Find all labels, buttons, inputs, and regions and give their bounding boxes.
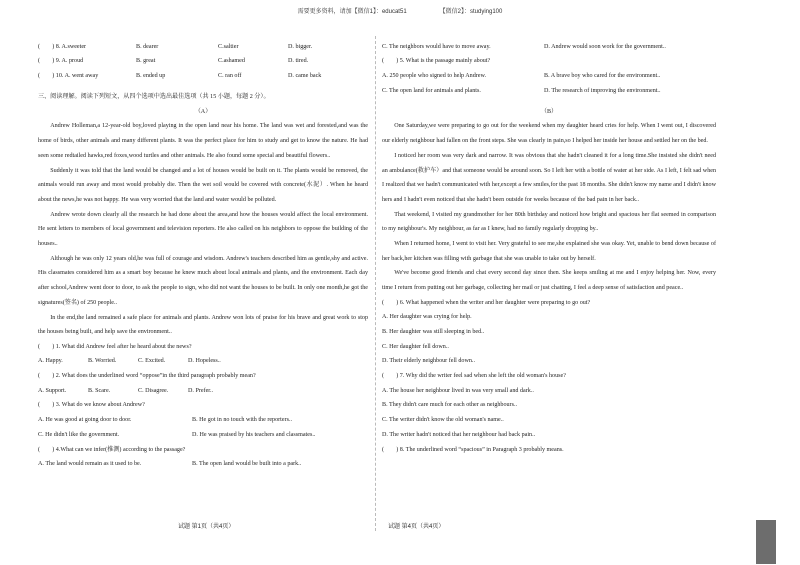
page-footer-right: 试题 第4页（共4页）	[388, 524, 445, 530]
option-b: B. great	[136, 58, 156, 65]
question: ( ) 1. What did Andrew feel after he heard about the news?	[38, 343, 192, 350]
answer-option: C. Her daughter fell down..	[382, 343, 449, 350]
page-header: 需要更多资料，请加【微信1】：educat51 【微信2】：studying100	[297, 9, 503, 15]
answer-options	[38, 413, 368, 428]
answer-options	[38, 428, 368, 443]
paragraph: Suddenly it was told that the land would be changed and a lot of houses would be built on it. The plants would be removed, the animals would run away and most would probably die. Then the wet soil would be covered with concrete(水泥）. When he heard about the news,he was not happy. He was very worried that the land and water would be polluted.	[38, 167, 368, 203]
option-b: B. dearer	[136, 43, 159, 50]
question: ( ) 7. Why did the writer feel sad when she left the old woman's house?	[382, 373, 566, 380]
answer-option: B. Scare.	[88, 387, 111, 394]
answer-option: A. He was good at going door to door.	[38, 417, 132, 424]
answer-option: B. Her daughter was still sleeping in bed..	[382, 329, 485, 335]
answer-option: A. 250 people who signed to help Andrew.	[382, 73, 487, 80]
answer-option: C. The neighbors would have to move away.	[382, 43, 491, 50]
paragraph: I noticed her room was very dark and narrow. It was obvious that she hadn't cleaned it for a long time.She insisted she didn't need an ambulance(救护车）and that someone would be around soon. So I left her with a bottle of water at her side. As I left, I felt sad when I realized that we hadn't communicated with her,except a few smiles,for the past 18 months. She didn't know my name and I didn't know hers and I hadn't even noticed that she hadn't been outside for weeks because of the bad pain in her back..	[382, 152, 716, 203]
option-c: C.saltier	[218, 43, 239, 50]
paragraph: When I returned home, I went to visit her. Very grateful to see me,she explained she was okay. Yet, unable to bend down because of her back,her kitchen was filling with garbage that she was unable to take out by herself.	[382, 241, 716, 262]
answer-option: C. The open land for animals and plants.	[382, 87, 481, 94]
answer-option: D. He was praised by his teachers and classmates..	[192, 431, 316, 438]
option-d: D. tired.	[288, 58, 309, 65]
paragraph: One Saturday,we were preparing to go out for the weekend when my daughter heard cries for help. When I went out, I discovered our elderly neighbour had fallen on the front steps. She was clearly in pain,so I helped her inside her house and settled her on the bed.	[382, 123, 716, 145]
answer-option: C. The writer didn't know the old woman's name..	[382, 417, 504, 424]
answer-option: B. Worried.	[88, 358, 117, 365]
answer-options	[38, 355, 368, 370]
left-column	[38, 40, 368, 472]
answer-option: D. Their elderly neighbour fell down..	[382, 358, 475, 365]
answer-options	[38, 457, 368, 472]
option-num: ( ) 10. A. went away	[38, 73, 99, 80]
question: ( ) 2. What does the underlined word “oppose”in the third paragraph probably mean?	[38, 373, 256, 380]
question: ( ) 6. What happened when the writer and her daughter were preparing to go out?	[382, 299, 591, 306]
passage-label: （B）	[540, 108, 558, 115]
passage-label: （A）	[194, 108, 212, 115]
answer-option: C. Excited.	[138, 358, 166, 365]
answer-option: A. Support.	[38, 387, 67, 394]
question: ( ) 4.What can we infer(推测) according to the passage?	[38, 446, 186, 453]
answer-option: B. The open land would be built into a park..	[192, 461, 302, 468]
paragraph: Andrew wrote down clearly all the research he had done about the area,and how the houses would affect the local environment. He sent letters to members of local government and television reporters. He also called on his neighbors to oppose the building of the houses..	[38, 211, 368, 248]
answer-option: A. Happy.	[38, 358, 63, 365]
answer-options	[38, 384, 368, 399]
question: ( ) 5. What is the passage mainly about?	[382, 58, 491, 65]
answer-option: B. They didn't care much for each other as neighbours..	[382, 402, 518, 409]
paragraph: In the end,the land remained a safe place for animals and plants. Andrew won lots of praise for his brave and great work to stop the houses being built, and help save the environment..	[38, 314, 368, 336]
question: ( ) 3. What do we know about Andrew?	[38, 402, 145, 409]
option-d: D. came back	[288, 73, 322, 80]
scrollbar-thumb[interactable]	[756, 520, 776, 564]
answer-option: D. The research of improving the environment..	[544, 87, 661, 94]
answer-option: C. He didn't like the government.	[38, 431, 120, 438]
question: ( ) 8. The underlined word “spacious” in Paragraph 3 probably means.	[382, 446, 564, 453]
option-b: B. ended up	[136, 73, 166, 80]
page-footer-left: 试题 第1页（共4页）	[178, 524, 235, 530]
option-row	[38, 40, 368, 55]
option-c: C.ashamed	[218, 58, 245, 65]
option-row	[38, 55, 368, 70]
answer-option: D. Hopeless..	[188, 358, 221, 365]
answer-options	[382, 40, 716, 55]
answer-option: C. Disagree.	[138, 387, 169, 394]
column-divider	[375, 36, 376, 531]
option-num: ( ) 9. A. proud	[38, 58, 84, 65]
answer-option: B. He got in no touch with the reporters..	[192, 417, 293, 424]
option-d: D. bigger.	[288, 43, 313, 50]
answer-option: D. Prefer..	[188, 387, 214, 394]
answer-option: A. The land would remain as it used to be.	[38, 461, 142, 468]
option-c: C. ran off	[218, 73, 242, 80]
right-column	[382, 40, 716, 457]
paragraph: That weekend, I visited my grandmother for her 80th birthday and noticed how bright and spacious her flat seemed in comparison to my neighbour's. My neighbour, as far as I knew, had no family regularly dropping by..	[382, 211, 716, 233]
answer-options	[382, 84, 716, 99]
paragraph: Andrew Holleman,a 12-year-old boy,loved playing in the open land near his home. The land was wet and forested,and was the home of birds, other animals and many different plants. It was the perfect place for him to study and get to know the nature. He had seen some redtailed hawks,red foxes,wood turtles and other animals. He also found some special and beautiful flowers..	[38, 123, 368, 159]
paragraph: Although he was only 12 years old,he was full of courage and wisdom. Andrew's teachers described him as gentle,shy and active. His classmates considered him as a smart boy because he knew much about local animals and plants, and the environment. Each day after school,Andrew went door to door, to ask the people to sign, who did not want the houses to be built. In only one month,he got the signatures(签名) of 250 people..	[38, 255, 368, 306]
answer-option: B. A brave boy who cared for the environment..	[544, 73, 661, 80]
answer-options	[382, 69, 716, 84]
answer-option: A. The house her neighbour lived in was very small and dark..	[382, 387, 534, 394]
option-num: ( ) 8. A.sweeter	[38, 43, 87, 50]
answer-option: D. The writer hadn't noticed that her neighbour had back pain..	[382, 431, 536, 438]
section-title: 三、阅读理解。阅读下列短文，从四个选项中选出最佳选项（共 15 小题，每题 2 分）。	[38, 93, 270, 100]
paragraph: We've become good friends and chat every second day since then. She keeps smiling at me and I enjoy helping her. Now, every time I return from putting out her garbage, collecting her mail or just chatting, I feel a deep sense of satisfaction and peace..	[382, 270, 716, 292]
answer-option: D. Andrew would soon work for the government..	[544, 43, 666, 50]
answer-option: A. Her daughter was crying for help.	[382, 314, 472, 321]
option-row	[38, 69, 368, 84]
